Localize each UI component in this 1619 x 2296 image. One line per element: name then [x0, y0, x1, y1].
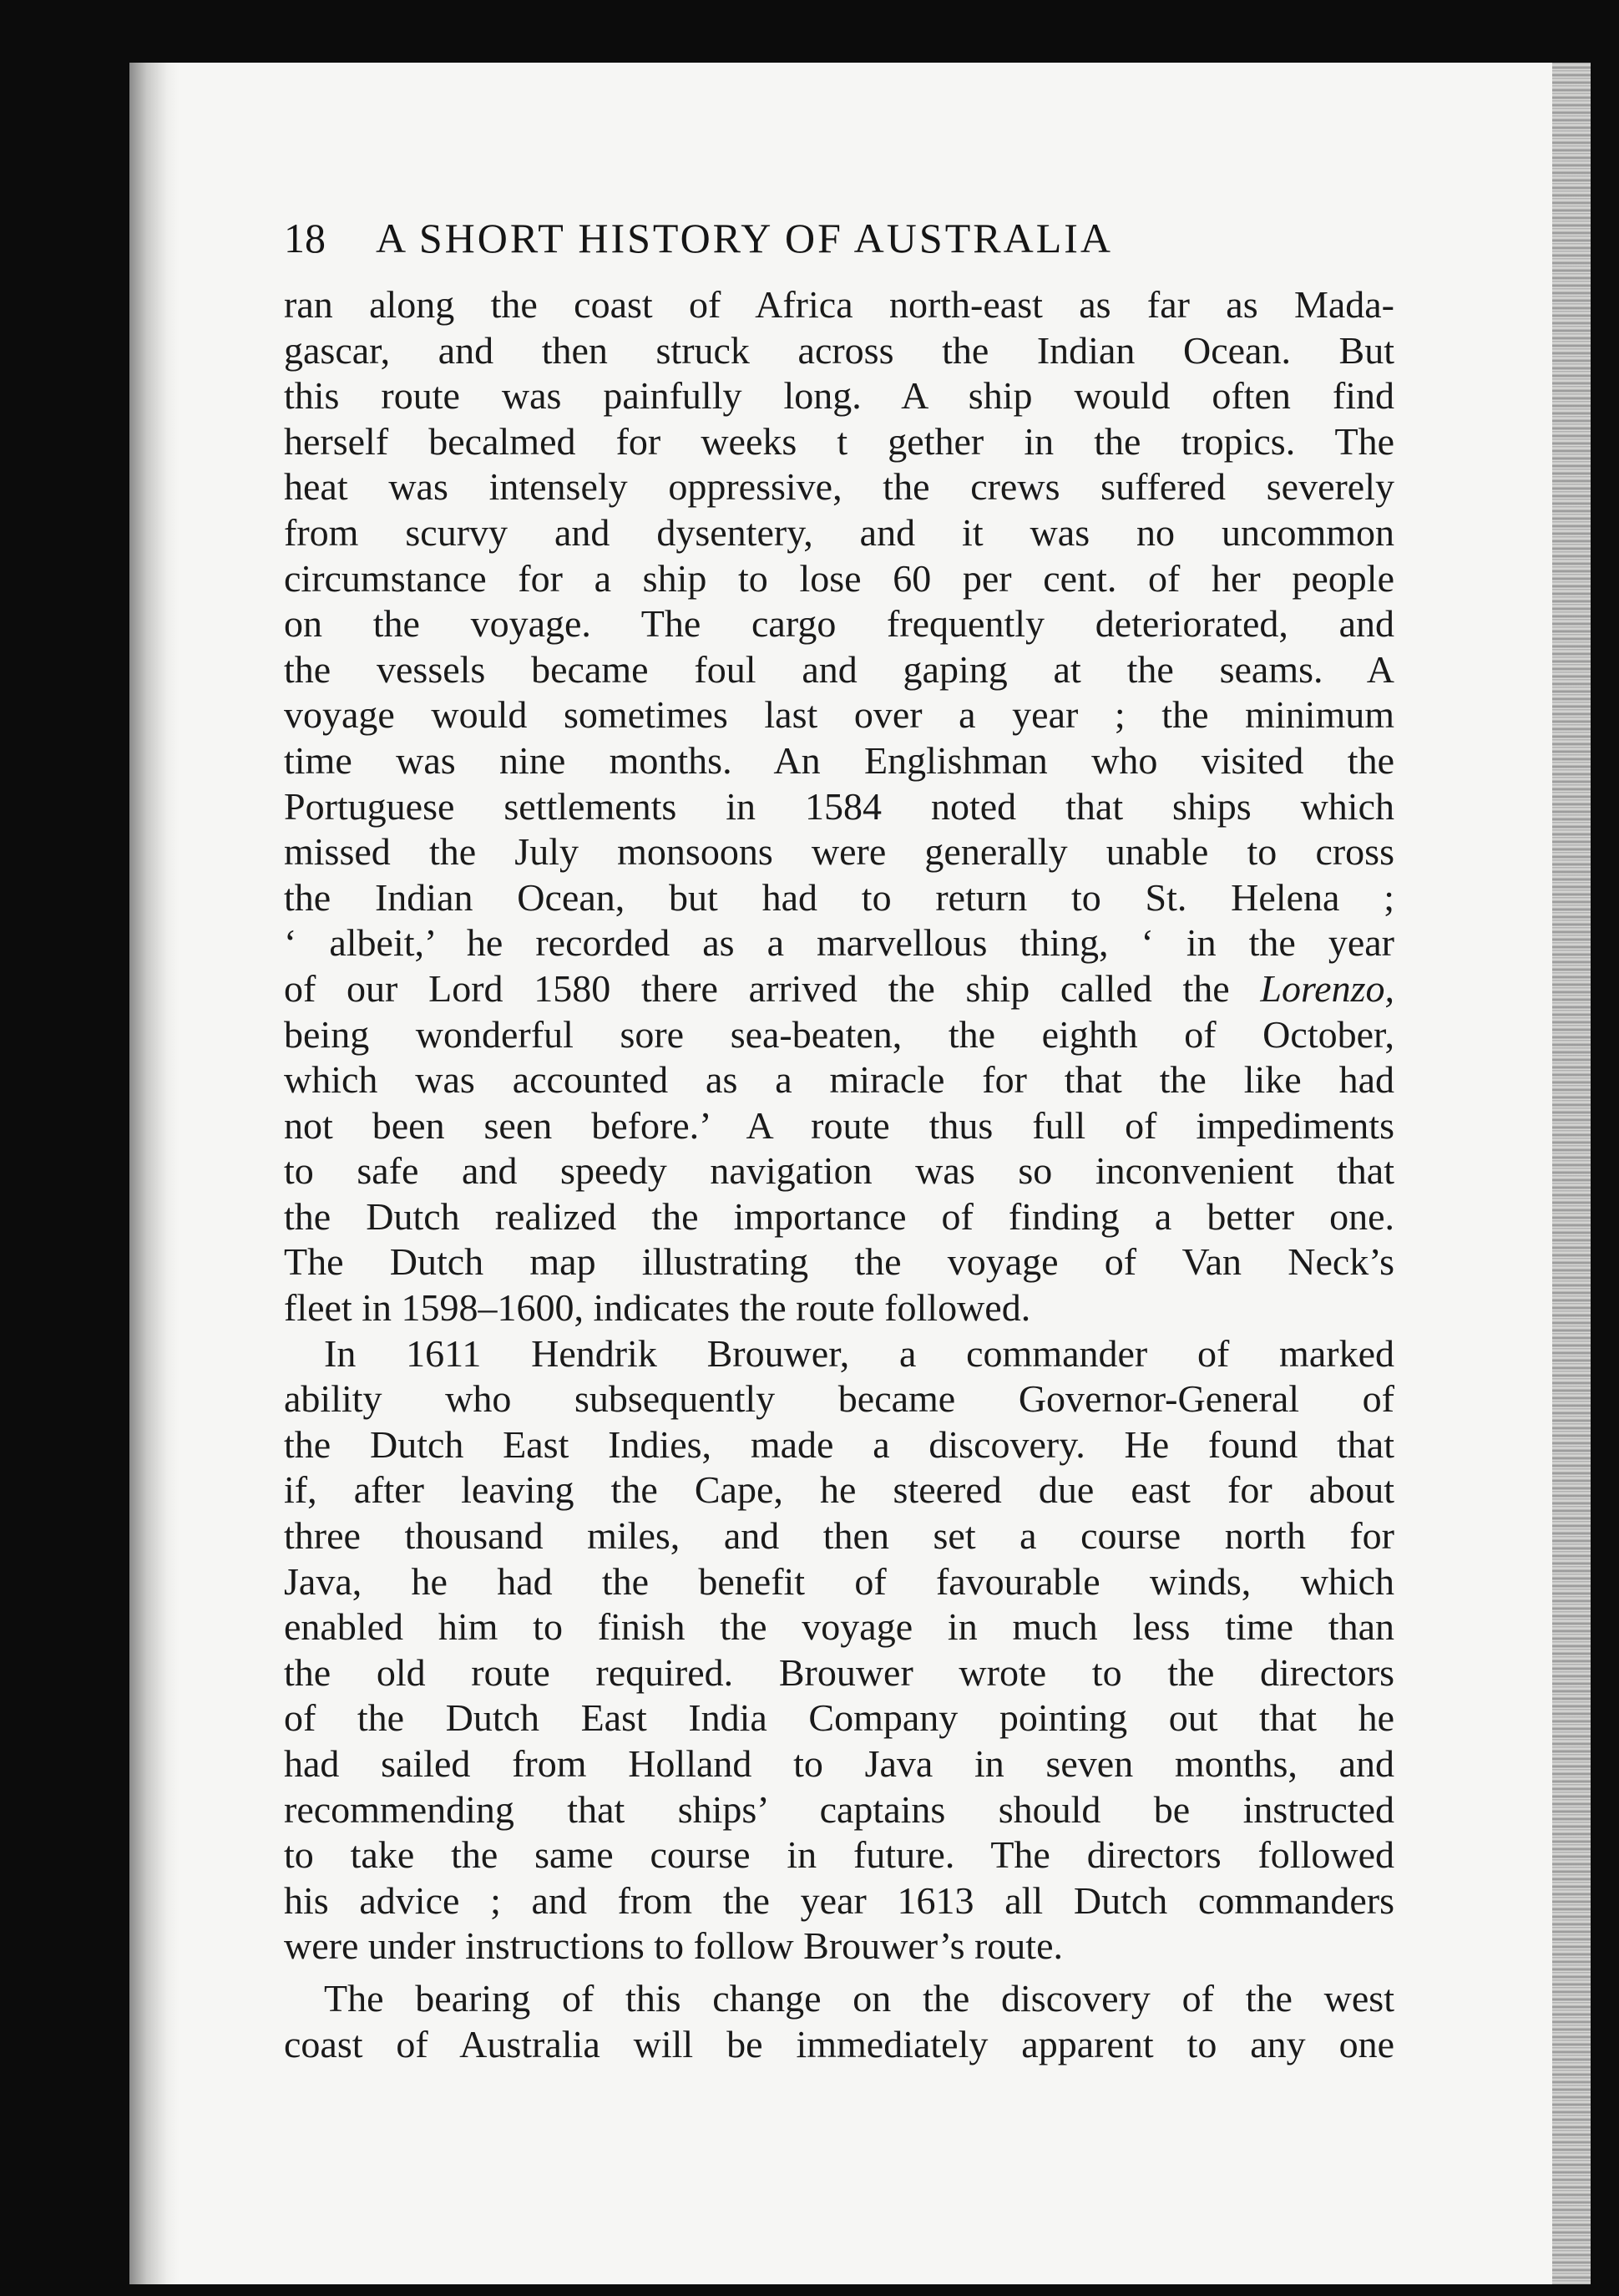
- text-line: had sailed from Holland to Java in seven months, and: [284, 1742, 1394, 1785]
- text-line: circumstance for a ship to lose 60 per cent. of her people: [284, 556, 1394, 600]
- text-line-start: of our Lord 1580 there arrived the ship called the: [284, 966, 1261, 1010]
- text-line: from scurvy and dysentery, and it was no uncommon: [284, 510, 1394, 554]
- text-line: were under instructions to follow Brouwer’s route.: [284, 1924, 1064, 1968]
- text-line: voyage would sometimes last over a year ; the minimum: [284, 693, 1394, 737]
- text-line: enabled him to finish the voyage in much less time than: [284, 1605, 1394, 1649]
- text-line: to take the same course in future. The directors followed: [284, 1833, 1394, 1877]
- text-line: his advice ; and from the year 1613 all Dutch commanders: [284, 1878, 1394, 1922]
- text-line: which was accounted as a miracle for that the like had: [284, 1058, 1394, 1102]
- ship-name-italic: Lorenzo,: [1260, 966, 1394, 1010]
- text-line: fleet in 1598–1600, indicates the route followed.: [284, 1286, 1031, 1330]
- text-line: the old route required. Brouwer wrote to the directors: [284, 1650, 1394, 1694]
- text-line: ran along the coast of Africa north-east as far as Mada-: [284, 283, 1394, 326]
- text-line: this route was painfully long. A ship would often find: [284, 374, 1394, 418]
- text-line: three thousand miles, and then set a course north for: [284, 1514, 1394, 1558]
- text-line: missed the July monsoons were generally unable to cross: [284, 830, 1394, 874]
- body-text: [284, 282, 1394, 2067]
- paragraph-gap: [284, 1969, 1394, 1976]
- text-line: being wonderful sore sea-beaten, the eighth of October,: [284, 1012, 1394, 1056]
- text-line: time was nine months. An Englishman who visited the: [284, 738, 1394, 782]
- page-edge: [1552, 63, 1591, 2284]
- text-line: if, after leaving the Cape, he steered due east for about: [284, 1468, 1394, 1512]
- text-line: of the Dutch East India Company pointing out that he: [284, 1696, 1394, 1740]
- book-title: A SHORT HISTORY OF AUSTRALIA: [376, 215, 1113, 261]
- text-line: on the voyage. The cargo frequently deteriorated, and: [284, 602, 1394, 646]
- text-line: [284, 966, 1394, 1012]
- text-line: heat was intensely oppressive, the crews suffered severely: [284, 465, 1394, 509]
- text-line: the vessels became foul and gaping at the seams. A: [284, 647, 1394, 691]
- text-line: not been seen before.’ A route thus full of impediments: [284, 1103, 1394, 1147]
- text-line: recommending that ships’ captains should be instructed: [284, 1787, 1394, 1831]
- text-line: herself becalmed for weeks t gether in the tropics. The: [284, 419, 1394, 463]
- text-line: gascar, and then struck across the Indian Ocean. But: [284, 328, 1394, 372]
- text-line: ability who subsequently became Governor-General of: [284, 1377, 1394, 1421]
- text-line: Java, he had the benefit of favourable winds, which: [284, 1559, 1394, 1603]
- page-gutter-shadow: [129, 63, 180, 2284]
- text-line: to safe and speedy navigation was so inconvenient that: [284, 1149, 1394, 1193]
- page-number: 18: [284, 215, 326, 261]
- text-line: ‘ albeit,’ he recorded as a marvellous thing, ‘ in the year: [284, 921, 1394, 965]
- text-line: the Indian Ocean, but had to return to St. Helena ;: [284, 875, 1394, 919]
- text-line: the Dutch realized the importance of finding a better one.: [284, 1194, 1394, 1238]
- text-line: coast of Australia will be immediately apparent to any one: [284, 2022, 1394, 2065]
- running-head: [284, 213, 1386, 263]
- text-line: The bearing of this change on the discovery of the west: [324, 1976, 1394, 2020]
- text-line: The Dutch map illustrating the voyage of Van Neck’s: [284, 1240, 1394, 1284]
- text-line: the Dutch East Indies, made a discovery. He found that: [284, 1422, 1394, 1466]
- text-line: In 1611 Hendrik Brouwer, a commander of marked: [324, 1331, 1394, 1375]
- text-line: Portuguese settlements in 1584 noted that ships which: [284, 784, 1394, 828]
